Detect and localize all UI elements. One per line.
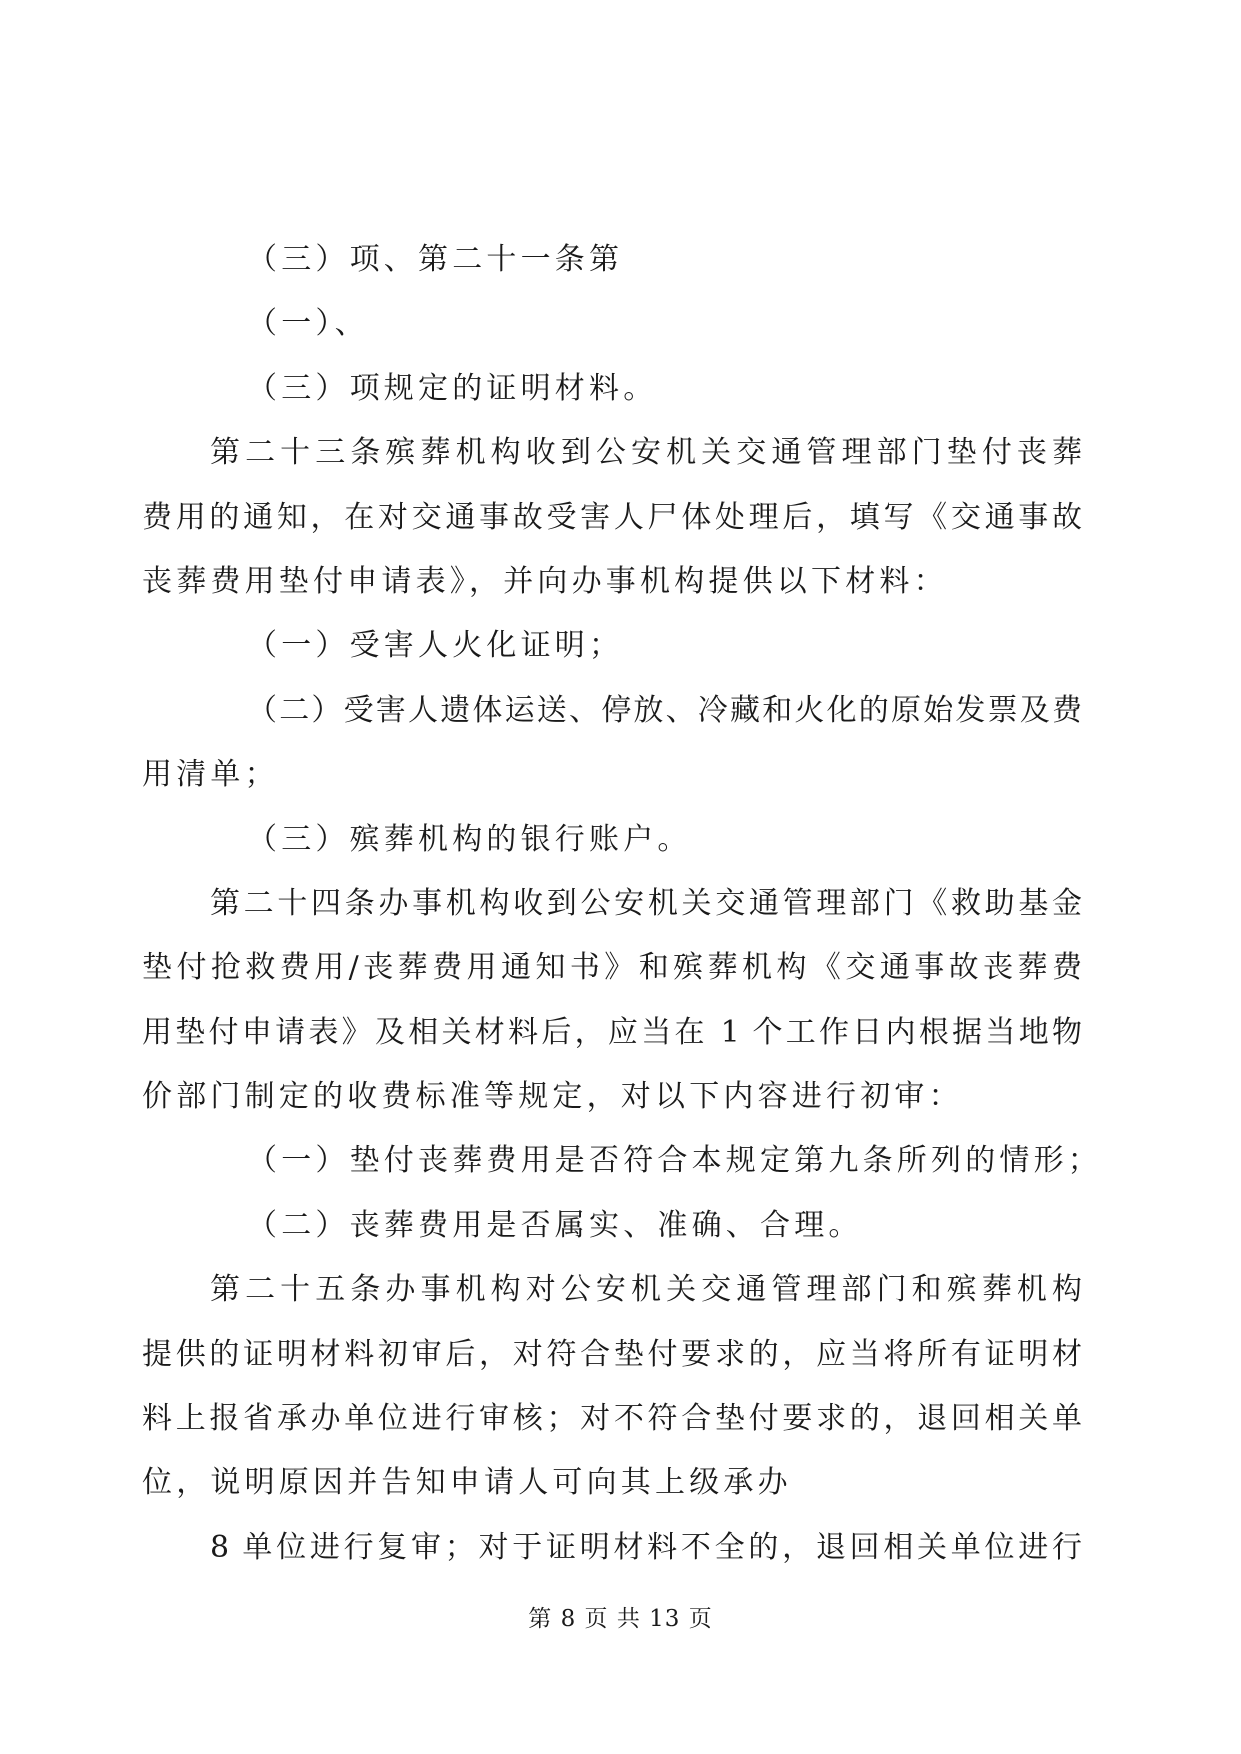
text-line: 用垫付申请表》及相关材料后，应当在 1 个工作日内根据当地物 [142, 1014, 1082, 1050]
text-line: 垫付抢救费用/丧葬费用通知书》和殡葬机构《交通事故丧葬费 [142, 950, 1082, 986]
text-line: 丧葬费用垫付申请表》，并向办事机构提供以下材料： [142, 563, 948, 599]
text-line: （二）丧葬费用是否属实、准确、合理。 [247, 1207, 863, 1243]
text-line: 第二十四条办事机构收到公安机关交通管理部门《救助基金 [210, 885, 1082, 921]
text-line: （一）、 [247, 306, 369, 342]
text-line: 第二十五条办事机构对公安机关交通管理部门和殡葬机构 [210, 1272, 1082, 1308]
text-line: 价部门制定的收费标准等规定，对以下内容进行初审： [142, 1079, 963, 1115]
text-line: 料上报省承办单位进行审核；对不符合垫付要求的，退回相关单 [142, 1401, 1082, 1437]
text-line: 位，说明原因并告知申请人可向其上级承办 [142, 1465, 792, 1501]
text-line: （一）垫付丧葬费用是否符合本规定第九条所列的情形； [247, 1143, 1102, 1179]
text-line: （三）项、第二十一条第 [247, 242, 624, 277]
text-line: 用清单； [142, 757, 279, 793]
page-number-footer: 第 8 页 共 13 页 [528, 1606, 713, 1632]
text-line: （三）殡葬机构的银行账户。 [247, 821, 692, 857]
text-line: （二）受害人遗体运送、停放、冷藏和火化的原始发票及费 [247, 692, 1082, 728]
text-line: （三）项规定的证明材料。 [247, 370, 658, 406]
text-line: （一）受害人火化证明； [247, 628, 624, 664]
text-line: 提供的证明材料初审后，对符合垫付要求的，应当将所有证明材 [142, 1336, 1082, 1372]
document-body [142, 228, 1102, 1580]
text-line: 第二十三条殡葬机构收到公安机关交通管理部门垫付丧葬 [210, 435, 1082, 471]
text-line: 费用的通知，在对交通事故受害人尸体处理后，填写《交通事故 [142, 499, 1082, 535]
text-line: 8 单位进行复审；对于证明材料不全的，退回相关单位进行 [210, 1529, 1082, 1565]
